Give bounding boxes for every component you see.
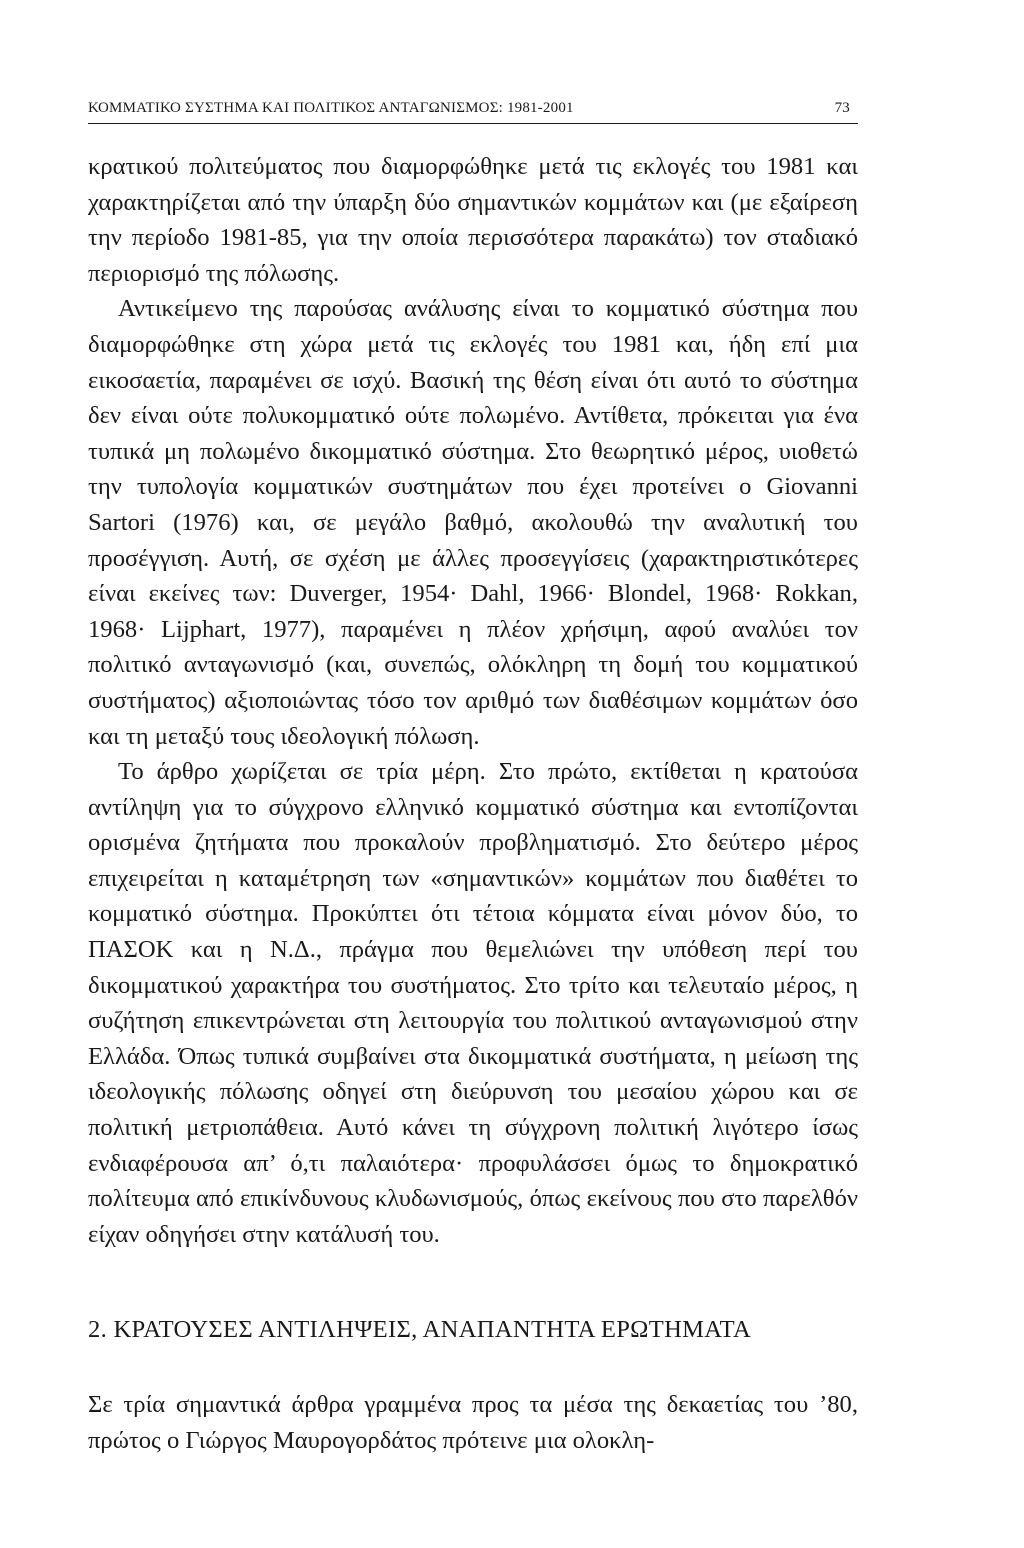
paragraph-continued: κρατικού πολιτεύματος που διαμορφώθηκε μετά τις εκλογές του 1981 και χαρακτηρίζεται από την ύπαρξη δύο σημαντικών κομμάτων και (με εξαίρεση την περίοδο 1981-85, για την οποία περισσότερα παρακάτω) τον σταδιακό περιορισμό της πόλωσης. [88,153,858,287]
running-header [88,100,858,124]
body-text [88,149,858,1252]
paragraph-thesis: Αντικείμενο της παρούσας ανάλυσης είναι το κομματικό σύστημα που διαμορφώθηκε στη χώρα μετά τις εκλογές του 1981 και, ήδη επί μια εικοσαετία, παραμένει σε ισχύ. Βασική της θέση είναι ότι αυτό το σύστημα δεν είναι ούτε πολυκομματικό ούτε πολωμένο. Αντίθετα, πρόκειται για ένα τυπικά μη πολωμένο δικομματικό σύστημα. Στο θεωρητικό μέρος, υιοθετώ την τυπολογία κομματικών συστημάτων που έχει προτείνει ο Giovanni Sartori (1976) και, σε μεγάλο βαθμό, ακολουθώ την αναλυτική του προσέγγιση. Αυτή, σε σχέση με άλλες προσεγγίσεις (χαρακτηριστικότερες είναι εκείνες των: Duverger, 1954· Dahl, 1966· Blondel, 1968· Rokkan, 1968· Lijphart, 1977), παραμένει η πλέον χρήσιμη, αφού αναλύει τον πολιτικό ανταγωνισμό (και, συνεπώς, ολόκληρη τη δομή του κομματικού συστήματος) αξιοποιώντας τόσο τον αριθμό των διαθέσιμων κομμάτων όσο και τη μεταξύ τους ιδεολογική πόλωση. [88,295,858,750]
section-heading: 2. ΚΡΑΤΟΥΣΕΣ ΑΝΤΙΛΗΨΕΙΣ, ΑΝΑΠΑΝΤΗΤΑ ΕΡΩΤΗΜΑΤΑ [88,1316,752,1344]
book-page [88,100,858,1459]
paragraph-structure: Το άρθρο χωρίζεται σε τρία μέρη. Στο πρώτο, εκτίθεται η κρατούσα αντίληψη για το σύγχρονο ελληνικό κομματικό σύστημα και εντοπίζονται ορισμένα ζητήματα που προκαλούν προβληματισμό. Στο δεύτερο μέρος επιχειρείται η καταμέτρηση των «σημαντικών» κομμάτων που διαθέτει το κομματικό σύστημα. Προκύπτει ότι τέτοια κόμματα είναι μόνον δύο, το ΠΑΣΟΚ και η Ν.Δ., πράγμα που θεμελιώνει την υπόθεση περί του δικομματικού χαρακτήρα του συστήματος. Στο τρίτο και τελευταίο μέρος, η συζήτηση επικεντρώνεται στη λειτουργία του πολιτικού ανταγωνισμού στην Ελλάδα. Όπως τυπικά συμβαίνει στα δικομματικά συστήματα, η μείωση της ιδεολογικής πόλωσης οδηγεί στη διεύρυνση του μεσαίου χώρου και σε πολιτική μετριοπάθεια. Αυτό κάνει τη σύγχρονη πολιτική λιγότερο ίσως ενδιαφέρουσα απ’ ό,τι παλαιότερα· προφυλάσσει όμως το δημοκρατικό πολίτευμα από επικίνδυνους κλυδωνισμούς, όπως εκείνους που στο παρελθόν είχαν οδηγήσει στην κατάλυσή του. [88,758,858,1248]
running-title: ΚΟΜΜΑΤΙΚΟ ΣΥΣΤΗΜΑ ΚΑΙ ΠΟΛΙΤΙΚΟΣ ΑΝΤΑΓΩΝΙΣΜΟΣ: 1981-2001 [88,100,574,116]
section-text [88,1387,858,1458]
section-paragraph: Σε τρία σημαντικά άρθρα γραμμένα προς τα μέσα της δεκαετίας του ’80, πρώτος ο Γιώργος Μαυρογορδάτος πρότεινε μια ολοκλη- [88,1391,858,1454]
page-number: 73 [834,100,850,116]
